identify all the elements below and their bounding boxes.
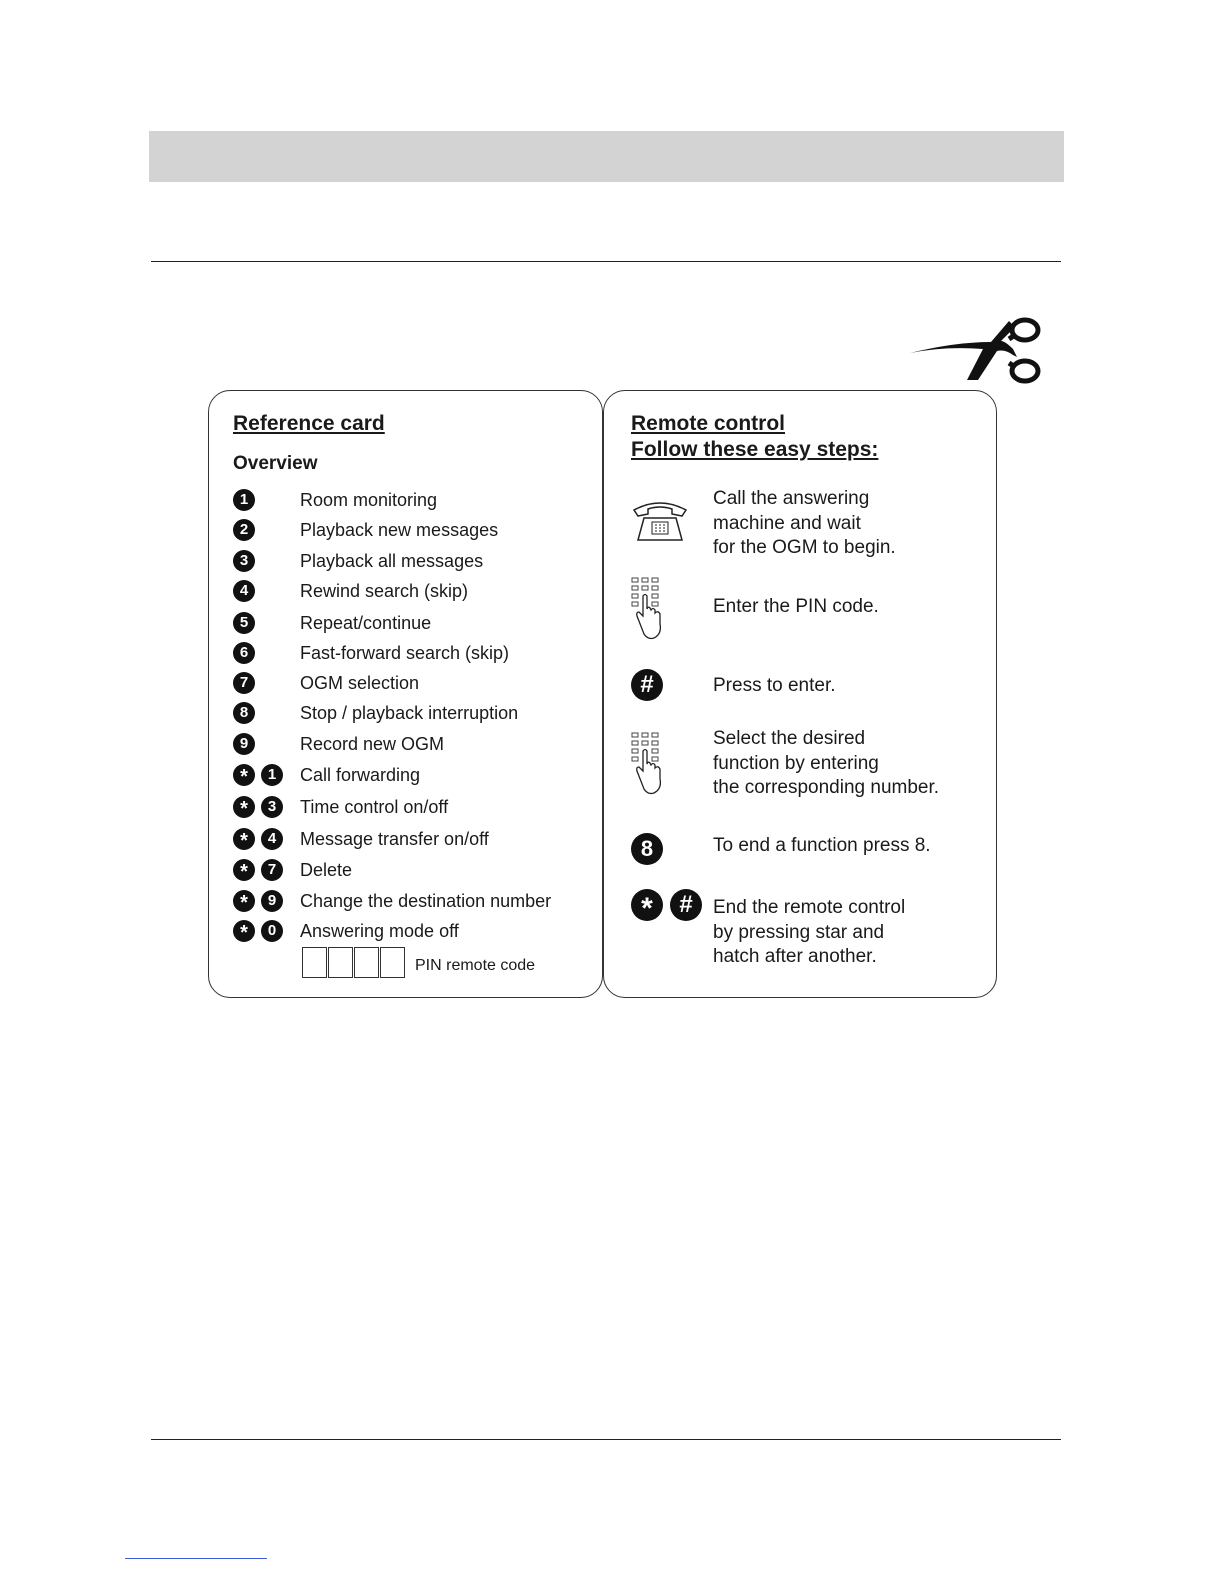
star-key-icon: * xyxy=(233,890,255,912)
reference-item xyxy=(233,796,593,822)
reference-item-label: Repeat/continue xyxy=(300,613,432,633)
reference-item-label: Time control on/off xyxy=(300,797,449,817)
reference-card-title: Reference card xyxy=(233,412,385,435)
star-key-icon: * xyxy=(233,796,255,818)
telephone-icon xyxy=(630,496,690,544)
pin-box xyxy=(380,947,405,978)
star-key-icon: * xyxy=(233,764,255,786)
reference-item xyxy=(233,733,593,759)
key-icons xyxy=(233,733,293,757)
top-rule xyxy=(151,261,1061,262)
reference-item xyxy=(233,612,593,638)
key-icons xyxy=(233,702,293,726)
remote-control-subtitle: Follow these easy steps: xyxy=(631,438,879,461)
reference-item xyxy=(233,519,593,545)
remote-control-title: Remote control xyxy=(631,412,786,435)
reference-item xyxy=(233,702,593,728)
footer-line xyxy=(125,1558,267,1559)
number-key-icon: 3 xyxy=(261,796,283,818)
reference-item-label: Playback new messages xyxy=(300,520,499,540)
reference-item xyxy=(233,890,593,916)
keypad-finger-icon xyxy=(630,576,666,644)
reference-item-label: Fast-forward search (skip) xyxy=(300,643,510,663)
key-icons xyxy=(233,580,293,604)
step-pin-text: Enter the PIN code. xyxy=(713,596,879,617)
reference-item xyxy=(233,920,593,946)
overview-heading: Overview xyxy=(233,453,318,474)
reference-item-label: Room monitoring xyxy=(300,490,438,510)
number-key-icon: 7 xyxy=(233,672,255,694)
remote-control-card xyxy=(603,390,997,998)
key-icons xyxy=(233,550,293,574)
star-key-icon: * xyxy=(631,889,663,921)
step-call-text: Call the answering machine and wait for the OGM to begin. xyxy=(713,488,896,558)
star-key-icon: * xyxy=(233,828,255,850)
number-key-icon: 3 xyxy=(233,550,255,572)
reference-card xyxy=(208,390,603,998)
reference-item-label: Answering mode off xyxy=(300,921,459,941)
reference-item-label: Change the destination number xyxy=(300,891,552,911)
hash-key-icon: # xyxy=(670,889,702,921)
key-icons xyxy=(233,859,293,883)
reference-item-label: Playback all messages xyxy=(300,551,484,571)
reference-item-label: OGM selection xyxy=(300,673,420,693)
reference-item-label: Stop / playback interruption xyxy=(300,703,519,723)
scissors-icon xyxy=(905,313,1045,391)
key-icons xyxy=(233,519,293,543)
number-key-icon: 8 xyxy=(233,702,255,724)
reference-item xyxy=(233,580,593,606)
reference-item xyxy=(233,764,593,790)
reference-item-label: Call forwarding xyxy=(300,765,421,785)
star-key-icon: * xyxy=(233,920,255,942)
reference-item-label: Rewind search (skip) xyxy=(300,581,469,601)
number-key-icon: 7 xyxy=(261,859,283,881)
bottom-rule xyxy=(151,1439,1061,1440)
reference-item xyxy=(233,489,593,515)
key-icons xyxy=(233,796,293,820)
step-end-function-text: To end a function press 8. xyxy=(713,835,931,856)
reference-item xyxy=(233,642,593,668)
number-key-icon: 9 xyxy=(261,890,283,912)
reference-item xyxy=(233,828,593,854)
key-icons xyxy=(233,489,293,513)
pin-code-boxes xyxy=(302,947,406,980)
key-icons xyxy=(233,920,293,944)
key-icons xyxy=(233,764,293,788)
key-icons xyxy=(233,890,293,914)
reference-item-label: Record new OGM xyxy=(300,734,445,754)
step-select-text: Select the desired function by entering the corresponding number. xyxy=(713,728,940,798)
pin-remote-code-label: PIN remote code xyxy=(415,957,536,974)
reference-item-label: Message transfer on/off xyxy=(300,829,489,849)
number-key-icon: 4 xyxy=(261,828,283,850)
keypad-finger-icon xyxy=(630,731,666,799)
key-icons xyxy=(233,612,293,636)
step-end-remote-text: End the remote control by pressing star and hatch after another. xyxy=(713,897,906,967)
number-key-icon: 2 xyxy=(233,519,255,541)
pin-box xyxy=(302,947,327,978)
number-key-icon: 4 xyxy=(233,580,255,602)
reference-item xyxy=(233,550,593,576)
number-key-icon: 1 xyxy=(261,764,283,786)
star-key-icon: * xyxy=(233,859,255,881)
number-key-icon: 0 xyxy=(261,920,283,942)
reference-item xyxy=(233,672,593,698)
key-icons xyxy=(233,828,293,852)
hash-key-icon: # xyxy=(631,669,663,701)
key-icons xyxy=(233,672,293,696)
pin-box xyxy=(354,947,379,978)
key-icons xyxy=(233,642,293,666)
step-enter-text: Press to enter. xyxy=(713,675,836,696)
number-key-icon: 5 xyxy=(233,612,255,634)
reference-item xyxy=(233,859,593,885)
number-key-icon: 6 xyxy=(233,642,255,664)
pin-box xyxy=(328,947,353,978)
number-key-icon: 9 xyxy=(233,733,255,755)
eight-key-icon: 8 xyxy=(631,833,663,865)
header-bar xyxy=(149,131,1064,182)
reference-item-label: Delete xyxy=(300,860,353,880)
number-key-icon: 1 xyxy=(233,489,255,511)
